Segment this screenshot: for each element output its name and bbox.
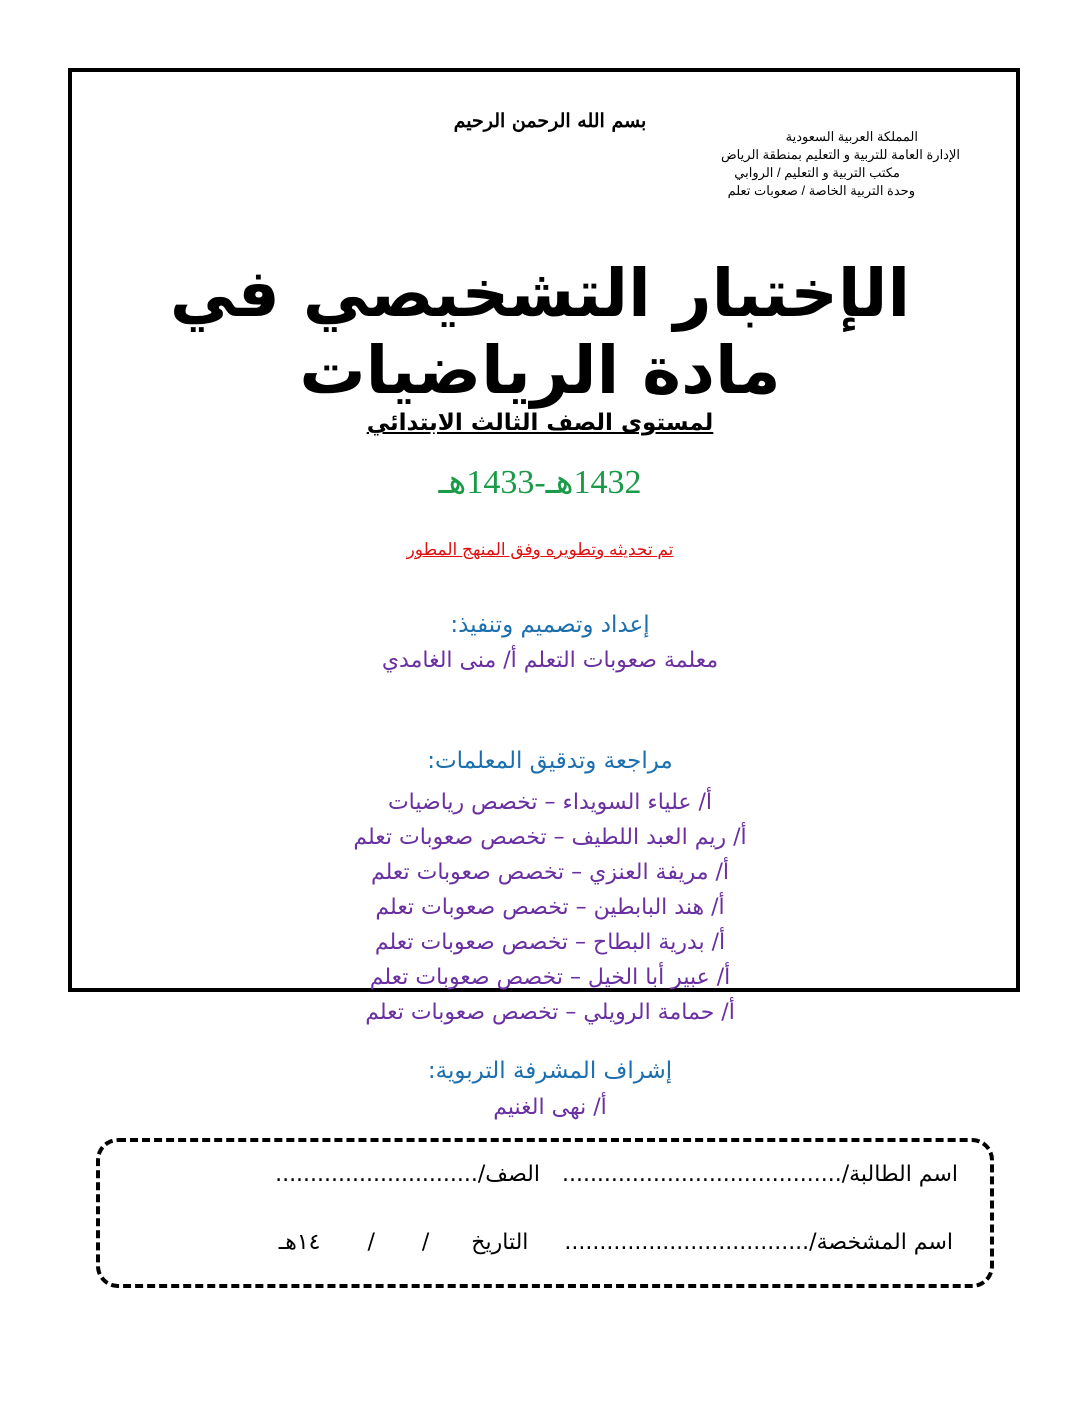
class-field[interactable]: الصف/............................. bbox=[275, 1162, 540, 1187]
header-line-administration: الإدارة العامة للتربية و التعليم بمنطقة الرياض bbox=[720, 147, 960, 162]
supervisor-name: أ/ نهى الغنيم bbox=[493, 1095, 607, 1120]
reviewer-item: أ/ عبير أبا الخيل – تخصص صعوبات تعلم bbox=[369, 965, 731, 990]
reviewer-item: أ/ هند البابطين – تخصص صعوبات تعلم bbox=[375, 895, 725, 920]
update-note: تم تحديثه وتطويره وفق المنهج المطور bbox=[406, 540, 674, 559]
reviewers-list bbox=[250, 785, 850, 1030]
page-title: الإختبار التشخيصي في مادة الرياضيات bbox=[169, 255, 911, 409]
reviewer-item: أ/ علياء السويداء – تخصص رياضيات bbox=[387, 790, 713, 815]
header-line-country: المملكة العربية السعودية bbox=[785, 129, 918, 144]
supervision-heading: إشراف المشرفة التربوية: bbox=[427, 1058, 673, 1084]
ministry-header bbox=[560, 128, 960, 200]
student-name-row bbox=[275, 1162, 958, 1187]
reviewer-item: أ/ مريفة العنزي – تخصص صعوبات تعلم bbox=[370, 860, 730, 885]
header-line-office: مكتب التربية و التعليم / الروابي bbox=[734, 165, 900, 180]
preparer-name: معلمة صعوبات التعلم أ/ منى الغامدي bbox=[381, 648, 719, 673]
academic-year: 1432هـ-1433هـ bbox=[438, 464, 642, 501]
grade-level-subtitle: لمستوى الصف الثالث الابتدائي bbox=[366, 410, 714, 436]
header-line-unit: وحدة التربية الخاصة / صعوبات تعلم bbox=[727, 183, 915, 198]
diagnostician-row bbox=[279, 1230, 953, 1255]
date-field[interactable]: / / ١٤هـ bbox=[278, 1230, 430, 1255]
basmala: بسم الله الرحمن الرحيم bbox=[453, 110, 647, 132]
diagnostician-name-field[interactable]: اسم المشخصة/................................... bbox=[564, 1230, 953, 1255]
student-info-box bbox=[96, 1138, 994, 1288]
reviewer-item: أ/ حمامة الرويلي – تخصص صعوبات تعلم bbox=[365, 1000, 735, 1025]
review-heading: مراجعة وتدقيق المعلمات: bbox=[427, 748, 673, 774]
reviewer-item: أ/ بدرية البطاح – تخصص صعوبات تعلم bbox=[374, 930, 726, 955]
preparation-heading: إعداد وتصميم وتنفيذ: bbox=[450, 612, 650, 638]
reviewer-item: أ/ ريم العبد اللطيف – تخصص صعوبات تعلم bbox=[353, 825, 747, 850]
student-name-field[interactable]: اسم الطالبة/........................................ bbox=[561, 1162, 958, 1187]
date-label: التاريخ bbox=[471, 1230, 529, 1255]
